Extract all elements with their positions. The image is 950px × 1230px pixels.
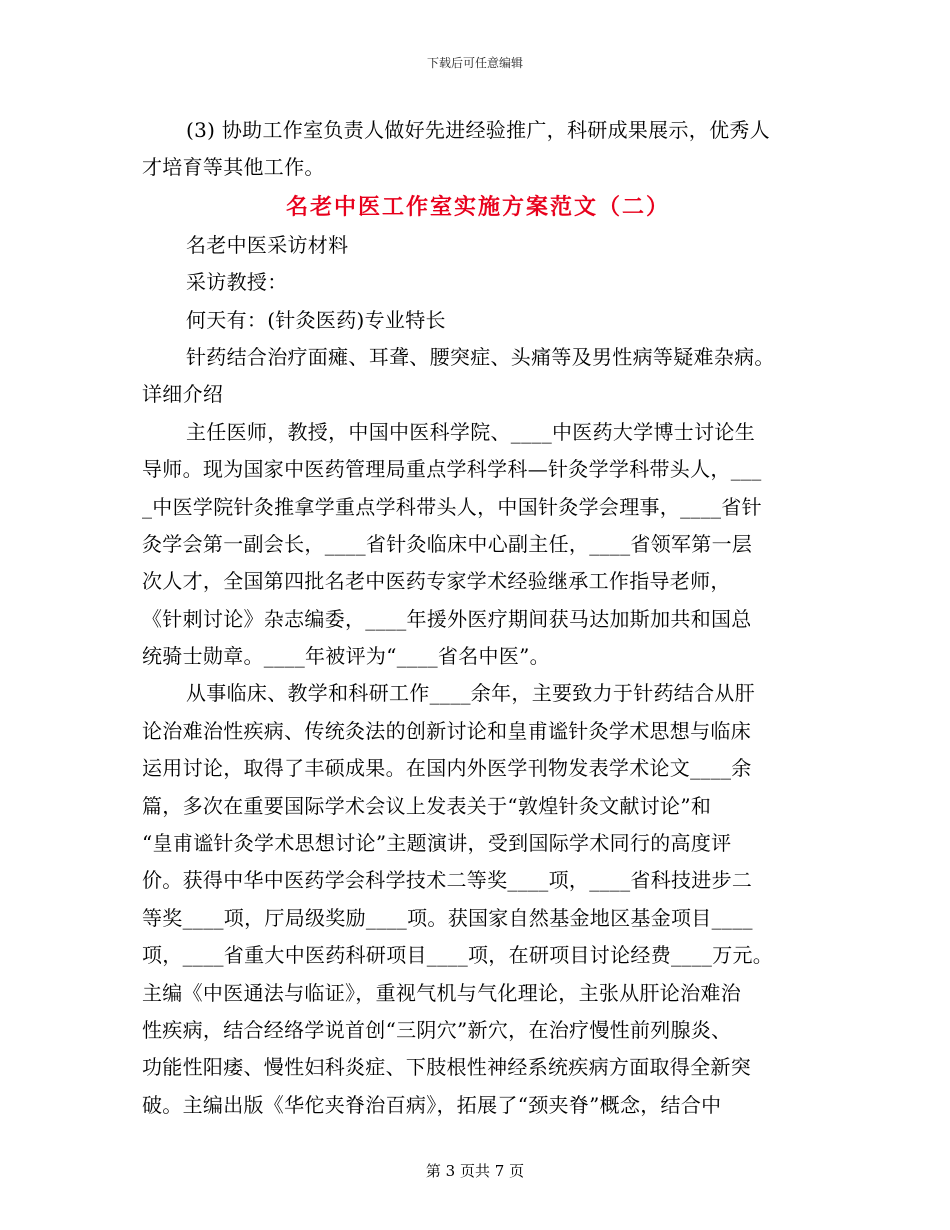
- paragraph-line: 灸学会第一副会长，____省针灸临床中心副主任，____省领军第一层: [142, 531, 753, 556]
- paragraph-line: 针药结合治疗面瘫、耳聋、腰突症、头痛等及男性病等疑难杂病。: [186, 344, 775, 369]
- paragraph-line: 《针刺讨论》杂志编委，____年援外医疗期间获马达加斯加共和国总: [142, 606, 752, 631]
- paragraph-line: 论治难治性疾病、传统灸法的创新讨论和皇甫谧针灸学术思想与临床: [142, 718, 751, 743]
- paragraph-line: (3) 协助工作室负责人做好先进经验推广，科研成果展示，优秀人: [186, 118, 770, 142]
- paragraph-line: _中医学院针灸推拿学重点学科带头人，中国针灸学会理事，____省针: [142, 494, 762, 519]
- paragraph-line: 次人才，全国第四批名老中医药专家学术经验继承工作指导老师，: [142, 569, 731, 594]
- document-body: [142, 112, 814, 1124]
- paragraph-line: 主编《中医通法与临证》，重视气机与气化理论，主张从肝论治难治: [142, 980, 741, 1005]
- paragraph-line: 才培育等其他工作。: [142, 155, 325, 180]
- paragraph-line: 运用讨论，取得了丰硕成果。在国内外医学刊物发表学术论文____余: [142, 756, 752, 781]
- page-footer: 第 3 页共 7 页: [425, 1162, 525, 1180]
- section-title: 名老中医工作室实施方案范文（二）: [285, 193, 670, 220]
- paragraph-line: 从事临床、教学和科研工作____余年，主要致力于针药结合从肝: [186, 681, 755, 706]
- paragraph-line: 详细介绍: [142, 382, 224, 407]
- paragraph-line: 功能性阳痿、慢性妇科炎症、下肢根性神经系统疾病方面取得全新突: [142, 1055, 751, 1080]
- paragraph-line: “皇甫谧针灸学术思想讨论”主题演讲，受到国际学术同行的高度评: [142, 831, 732, 856]
- paragraph-line: 采访教授：: [186, 270, 288, 295]
- paragraph-line: 导师。现为国家中医药管理局重点学科学科—针灸学学科带头人，___: [142, 457, 762, 482]
- paragraph-line: 篇，多次在重要国际学术会议上发表关于“敦煌针灸文献讨论”和: [142, 793, 712, 818]
- paragraph-line: 主任医师，教授，中国中医科学院、____中医药大学博士讨论生: [186, 419, 755, 444]
- paragraph-line: 破。主编出版《华佗夹脊治百病》，拓展了“颈夹脊”概念，结合中: [142, 1092, 722, 1117]
- paragraph-line: 等奖____项，厅局级奖励____项。获国家自然基金地区基金项目____: [142, 905, 753, 930]
- page-header: 下载后可任意编辑: [426, 56, 523, 70]
- paragraph-line: 性疾病，结合经络学说首创“三阴穴”新穴，在治疗慢性前列腺炎、: [142, 1017, 732, 1042]
- paragraph-line: 名老中医采访材料: [186, 232, 349, 257]
- paragraph-line: 统骑士勋章。____年被评为“____省名中医”。: [142, 644, 550, 669]
- paragraph-line: 项，____省重大中医药科研项目____项，在研项目讨论经费____万元。: [142, 943, 774, 968]
- paragraph-line: 价。获得中华中医药学会科学技术二等奖____项，____省科技进步二: [142, 868, 753, 893]
- paragraph-line: 何天有：(针灸医药)专业特长: [186, 307, 446, 332]
